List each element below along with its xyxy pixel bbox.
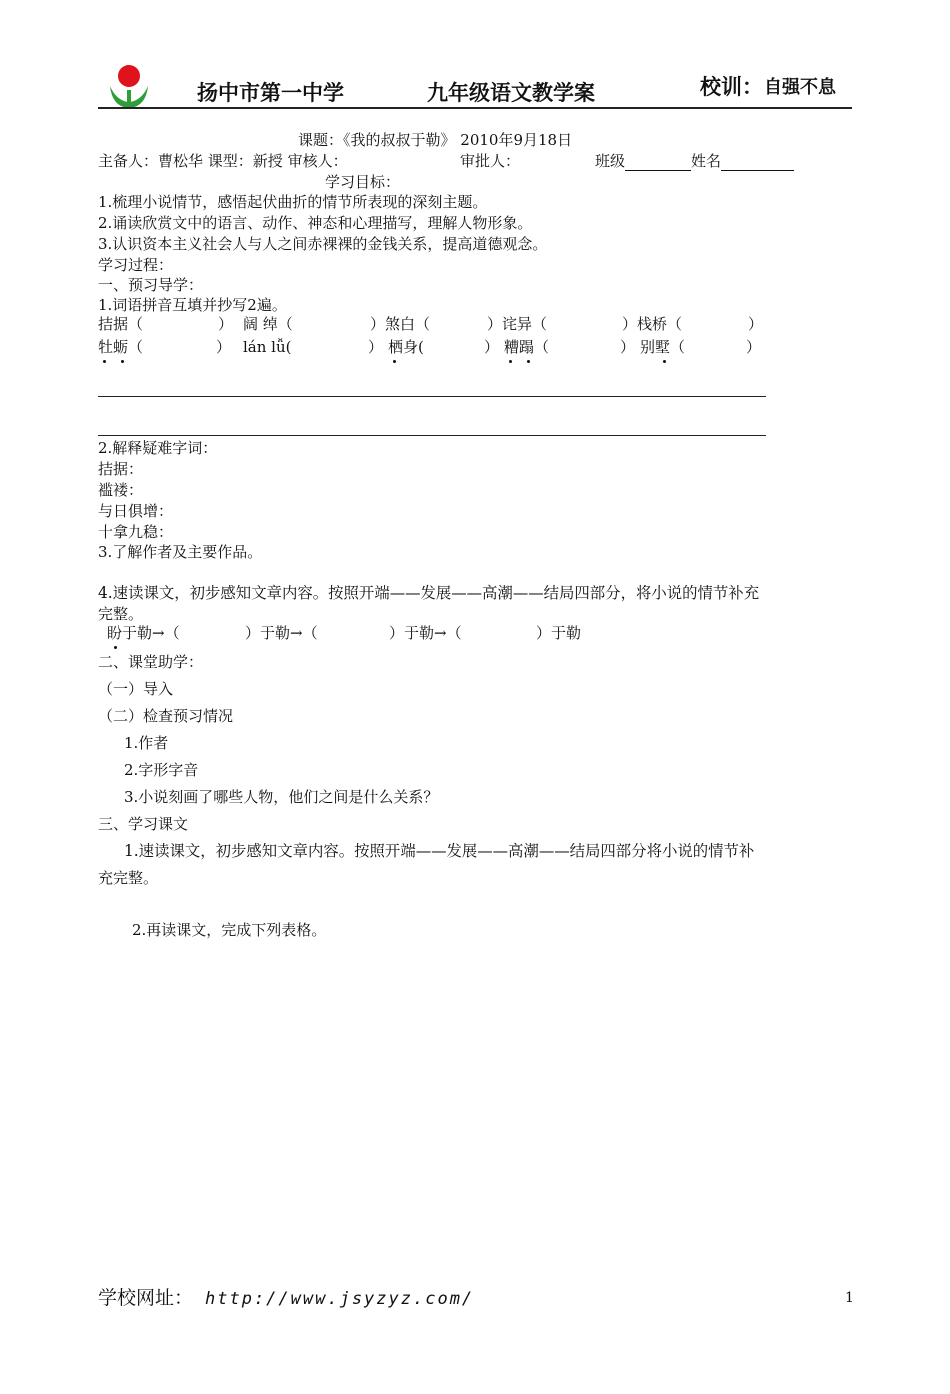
vocab-item: ） xyxy=(748,315,764,333)
emphasis-dot xyxy=(509,360,512,363)
page-number: 1 xyxy=(845,1290,854,1306)
writing-line[interactable] xyxy=(98,435,766,436)
part3-item: 1.速读课文，初步感知文章内容。按照开端——发展——高潮——结局四部分将小说的情节补 xyxy=(124,842,755,860)
vocab-item: 栖身( xyxy=(388,338,424,356)
vocab-item: ）煞白（ xyxy=(370,315,431,333)
school-logo xyxy=(104,62,154,112)
motto-label: 校训： xyxy=(700,75,763,99)
question-4-cont: 完整。 xyxy=(98,605,144,623)
term: 与日俱增： xyxy=(98,502,174,520)
plot-chain-item: ）于勒 xyxy=(536,624,582,642)
part1-heading: 一、预习导学： xyxy=(98,276,204,294)
part2-heading: 二、课堂助学： xyxy=(98,653,204,671)
part3-item: 2.再读课文，完成下列表格。 xyxy=(132,921,327,939)
vocab-item: 别墅（ xyxy=(640,338,686,356)
vocab-item: ） xyxy=(368,338,384,356)
emphasis-dot xyxy=(393,360,396,363)
emphasis-dot xyxy=(663,360,666,363)
vocab-item: ） xyxy=(620,338,636,356)
part3-heading: 三、学习课文 xyxy=(98,815,189,833)
vocab-item: 牡蛎（ xyxy=(98,338,144,356)
class-label: 班级 xyxy=(595,152,626,170)
emphasis-dot xyxy=(121,360,124,363)
part2-item: 1.作者 xyxy=(124,734,169,752)
vocab-item: ） xyxy=(746,338,762,356)
process-heading: 学习过程： xyxy=(98,256,174,274)
lesson-type: 课型：新授 xyxy=(207,152,283,170)
vocab-item: 阔 绰（ xyxy=(243,315,293,333)
vocab-item: ）诧异（ xyxy=(487,315,548,333)
goals-heading: 学习目标： xyxy=(325,173,401,191)
part3-item-cont: 充完整。 xyxy=(98,869,159,887)
question-2: 2.解释疑难字词： xyxy=(98,439,218,457)
emphasis-dot xyxy=(114,646,117,649)
vocab-item: 糟蹋（ xyxy=(504,338,550,356)
goal-item: 1.梳理小说情节，感悟起伏曲折的情节所表现的深刻主题。 xyxy=(98,193,488,211)
vocab-item: lán lǚ( xyxy=(243,338,292,356)
term: 拮据： xyxy=(98,460,144,478)
vocab-item: ） xyxy=(216,338,232,356)
reviewer: 审核人： xyxy=(287,152,348,170)
vocab-item: ） xyxy=(484,338,500,356)
emphasis-dot xyxy=(103,360,106,363)
lesson-title: 课题：《我的叔叔于勒》 2010年9月18日 xyxy=(298,131,573,149)
school-name: 扬中市第一中学 xyxy=(197,81,344,105)
part2-sub: （一）导入 xyxy=(98,680,174,698)
plot-chain-item: 盼于勒→（ xyxy=(107,624,180,642)
term: 十拿九稳： xyxy=(98,523,174,541)
preparer: 主备人：曹松华 xyxy=(98,152,204,170)
name-blank[interactable] xyxy=(721,155,794,171)
school-url[interactable]: http://www.jsyzyz.com/ xyxy=(205,1289,475,1309)
part2-sub: （二）检查预习情况 xyxy=(98,707,234,725)
approver: 审批人： xyxy=(460,152,521,170)
part2-item: 3.小说刻画了哪些人物，他们之间是什么关系？ xyxy=(124,788,439,806)
class-field xyxy=(595,151,794,171)
document-title: 九年级语文教学案 xyxy=(427,81,595,105)
goal-item: 3.认识资本主义社会人与人之间赤裸裸的金钱关系，提高道德观念。 xyxy=(98,235,548,253)
plot-chain-item: ）于勒→（ xyxy=(245,624,318,642)
question-4: 4.速读课文，初步感知文章内容。按照开端——发展——高潮——结局四部分，将小说的情节补充 xyxy=(98,584,760,602)
emphasis-dot xyxy=(527,360,530,363)
header-rule xyxy=(98,107,852,109)
vocab-item: ）栈桥（ xyxy=(622,315,683,333)
name-label: 姓名 xyxy=(691,152,722,170)
vocab-item: 拮据（ xyxy=(98,315,144,333)
goal-item: 2.诵读欣赏文中的语言、动作、神态和心理描写，理解人物形象。 xyxy=(98,214,533,232)
question-1: 1.词语拼音互填并抄写2遍。 xyxy=(98,296,287,314)
question-3: 3.了解作者及主要作品。 xyxy=(98,543,263,561)
class-blank[interactable] xyxy=(625,155,691,171)
term: 褴褛： xyxy=(98,481,144,499)
vocab-item: ） xyxy=(218,315,234,333)
lesson-meta xyxy=(98,151,348,171)
footer-label: 学校网址： xyxy=(98,1287,194,1309)
plot-chain-item: ）于勒→（ xyxy=(389,624,462,642)
motto: 自强不息 xyxy=(764,77,836,98)
writing-line[interactable] xyxy=(98,396,766,397)
part2-item: 2.字形字音 xyxy=(124,761,199,779)
